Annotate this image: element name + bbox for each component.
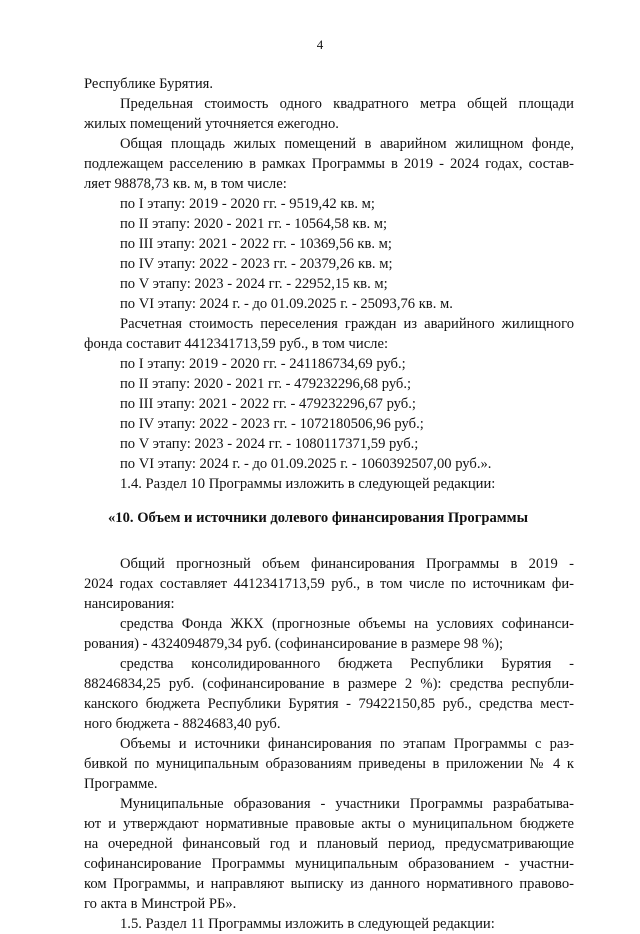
- text-line: нансирования:: [84, 596, 175, 612]
- page-number: 4: [316, 37, 324, 52]
- text-line: ного бюджета - 8824683,40 руб.: [84, 716, 281, 732]
- text-line: фонда составит 4412341713,59 руб., в том числе:: [84, 336, 388, 352]
- text-line: софинансирование Программы муниципальным образованием - участни-: [84, 856, 574, 872]
- text-line: Республике Бурятия.: [84, 76, 214, 92]
- text-line: 88246834,25 руб. (софинансирование в размере 2 %): средства республи-: [84, 676, 574, 692]
- stage-area-line: по II этапу: 2020 - 2021 гг. - 10564,58 кв. м;: [120, 216, 388, 232]
- text-line: Программе.: [84, 776, 158, 792]
- text-line: ют и утверждают нормативные правовые акты о муниципальном бюджете: [84, 816, 574, 832]
- text-line: Расчетная стоимость переселения граждан из аварийного жилищного: [120, 316, 574, 332]
- stage-cost-line: по V этапу: 2023 - 2024 гг. - 1080117371,59 руб.;: [120, 436, 419, 452]
- stage-cost-line: по II этапу: 2020 - 2021 гг. - 479232296,68 руб.;: [120, 376, 412, 392]
- text-line: средства консолидированного бюджета Республики Бурятия -: [120, 656, 574, 672]
- text-line: Предельная стоимость одного квадратного метра общей площади: [120, 96, 574, 112]
- text-line: бивкой по муниципальным образованиям приведены в приложении № 4 к: [84, 756, 574, 772]
- text-line: ляет 98878,73 кв. м, в том числе:: [84, 176, 287, 192]
- text-line: Объемы и источники финансирования по этапам Программы с раз-: [120, 736, 574, 752]
- stage-cost-line: по III этапу: 2021 - 2022 гг. - 479232296,67 руб.;: [120, 396, 416, 412]
- text-line: 2024 годах составляет 4412341713,59 руб., в том числе по источникам фи-: [84, 576, 574, 592]
- text-line: рования) - 4324094879,34 руб. (софинансирование в размере 98 %);: [84, 636, 504, 652]
- text-line: Общий прогнозный объем финансирования Программы в 2019 -: [120, 556, 574, 572]
- text-line: го акта в Минстрой РБ».: [84, 896, 237, 912]
- stage-area-line: по I этапу: 2019 - 2020 гг. - 9519,42 кв. м;: [120, 196, 375, 212]
- stage-area-line: по V этапу: 2023 - 2024 гг. - 22952,15 кв. м;: [120, 276, 388, 292]
- text-line: канского бюджета Республики Бурятия - 79422150,85 руб., средства мест-: [84, 696, 574, 712]
- stage-cost-line: по I этапу: 2019 - 2020 гг. - 241186734,69 руб.;: [120, 356, 406, 372]
- text-line: жилых помещений уточняется ежегодно.: [84, 116, 339, 132]
- text-line: Муниципальные образования - участники Программы разрабатыва-: [120, 796, 574, 812]
- text-line: средства Фонда ЖКХ (прогнозные объемы на условиях софинанси-: [120, 616, 574, 632]
- text-line: 1.4. Раздел 10 Программы изложить в следующей редакции:: [120, 476, 496, 492]
- section-heading: «10. Объем и источники долевого финансирования Программы: [108, 510, 529, 526]
- text-line: ком Программы, и направляют выписку из данного нормативного правово-: [84, 876, 574, 892]
- stage-area-line: по III этапу: 2021 - 2022 гг. - 10369,56 кв. м;: [120, 236, 392, 252]
- text-line: подлежащем расселению в рамках Программы в 2019 - 2024 годах, состав-: [84, 156, 574, 172]
- text-line: 1.5. Раздел 11 Программы изложить в следующей редакции:: [120, 916, 495, 932]
- stage-cost-line: по VI этапу: 2024 г. - до 01.09.2025 г. - 1060392507,00 руб.».: [120, 456, 492, 472]
- text-line: на очередной финансовый год и плановый период, предусматривающие: [84, 836, 574, 852]
- stage-cost-line: по IV этапу: 2022 - 2023 гг. - 1072180506,96 руб.;: [120, 416, 424, 432]
- stage-area-line: по VI этапу: 2024 г. - до 01.09.2025 г. - 25093,76 кв. м.: [120, 296, 453, 312]
- stage-area-line: по IV этапу: 2022 - 2023 гг. - 20379,26 кв. м;: [120, 256, 393, 272]
- document-body: [84, 74, 574, 934]
- text-line: Общая площадь жилых помещений в аварийном жилищном фонде,: [120, 136, 574, 152]
